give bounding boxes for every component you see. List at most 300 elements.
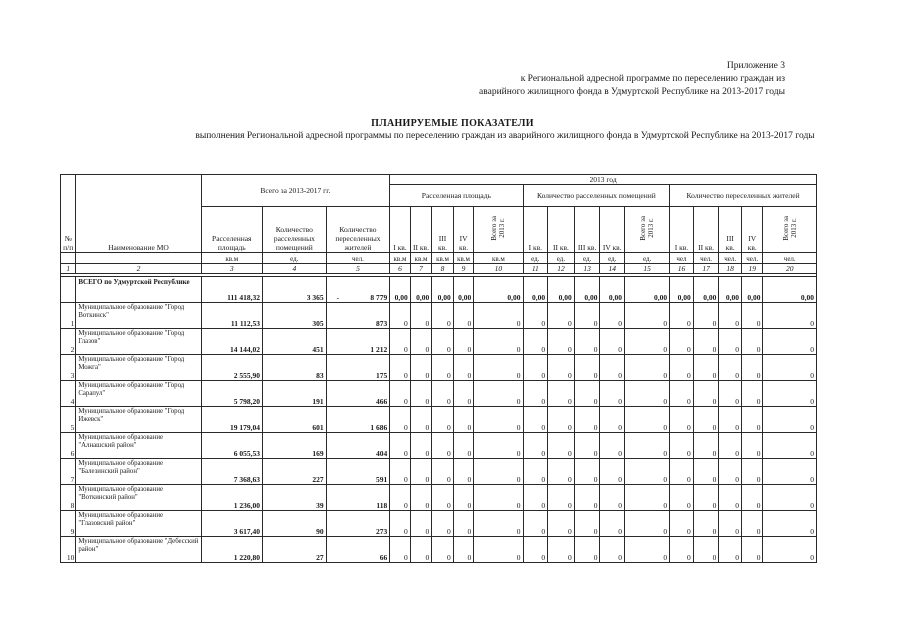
row-zero: 0 — [600, 381, 625, 407]
header-area-q1: I кв. — [390, 207, 411, 253]
row-zero: 0 — [474, 381, 523, 407]
row-name: Муниципальное образование "Алнашский район" — [76, 433, 201, 459]
total-people-value: 8 779 — [370, 293, 388, 302]
row-zero: 0 — [432, 355, 454, 381]
total-value: 0,00 — [523, 277, 548, 303]
row-zero: 0 — [548, 485, 575, 511]
header-area: Расселенная площадь — [201, 207, 263, 253]
row-zero: 0 — [625, 433, 670, 459]
column-index: 14 — [600, 264, 625, 274]
header-people: Количество переселенных жителей — [326, 207, 390, 253]
row-zero: 0 — [410, 329, 432, 355]
row-rooms: 305 — [263, 303, 327, 329]
header-num: № п/п — [61, 175, 76, 253]
column-index: 1 — [61, 264, 76, 274]
row-zero: 0 — [670, 407, 694, 433]
total-value: 0,00 — [432, 277, 454, 303]
header-year: 2013 год — [390, 175, 817, 185]
row-zero: 0 — [390, 433, 411, 459]
row-zero: 0 — [670, 511, 694, 537]
row-zero: 0 — [548, 329, 575, 355]
document-title: ПЛАНИРУЕМЫЕ ПОКАЗАТЕЛИ — [371, 118, 534, 129]
row-zero: 0 — [453, 381, 474, 407]
row-zero: 0 — [390, 459, 411, 485]
column-index: 9 — [453, 264, 474, 274]
total-num — [61, 277, 76, 303]
row-zero: 0 — [432, 485, 454, 511]
row-zero: 0 — [600, 303, 625, 329]
header-rooms-group: Количество расселенных помещений — [523, 185, 670, 207]
row-zero: 0 — [670, 329, 694, 355]
unit-cell: кв.м — [410, 253, 432, 264]
row-area: 14 144,02 — [201, 329, 263, 355]
row-zero: 0 — [693, 485, 719, 511]
header-name: Наименование МО — [76, 175, 201, 253]
row-zero: 0 — [693, 355, 719, 381]
row-zero: 0 — [548, 407, 575, 433]
row-zero: 0 — [432, 381, 454, 407]
row-zero: 0 — [625, 303, 670, 329]
unit-cell: чел — [670, 253, 694, 264]
row-zero: 0 — [741, 537, 763, 563]
row-zero: 0 — [390, 485, 411, 511]
row-zero: 0 — [741, 433, 763, 459]
row-zero: 0 — [670, 459, 694, 485]
row-zero: 0 — [548, 381, 575, 407]
row-area: 6 055,53 — [201, 433, 263, 459]
row-zero: 0 — [548, 459, 575, 485]
table-row — [61, 355, 817, 381]
row-zero: 0 — [625, 511, 670, 537]
row-zero: 0 — [719, 355, 742, 381]
row-name: Муниципальное образование "Дебесский район" — [76, 537, 201, 563]
row-zero: 0 — [625, 381, 670, 407]
table-row — [61, 511, 817, 537]
row-num: 8 — [61, 485, 76, 511]
row-zero: 0 — [600, 355, 625, 381]
row-zero: 0 — [600, 511, 625, 537]
row-zero: 0 — [474, 511, 523, 537]
row-rooms: 39 — [263, 485, 327, 511]
row-zero: 0 — [523, 537, 548, 563]
column-index: 7 — [410, 264, 432, 274]
row-zero: 0 — [741, 329, 763, 355]
row-area: 1 236,00 — [201, 485, 263, 511]
row-zero: 0 — [741, 407, 763, 433]
row-area: 1 220,80 — [201, 537, 263, 563]
row-zero: 0 — [719, 329, 742, 355]
unit-cell: ед. — [523, 253, 548, 264]
row-zero: 0 — [763, 355, 817, 381]
row-zero: 0 — [600, 433, 625, 459]
row-zero: 0 — [670, 355, 694, 381]
appendix-line-2: к Региональной адресной программе по переселению граждан из — [520, 74, 785, 84]
row-zero: 0 — [670, 485, 694, 511]
row-zero: 0 — [474, 407, 523, 433]
row-zero: 0 — [432, 459, 454, 485]
row-zero: 0 — [453, 407, 474, 433]
column-index: 11 — [523, 264, 548, 274]
row-zero: 0 — [410, 381, 432, 407]
row-zero: 0 — [574, 485, 600, 511]
unit-cell: кв.м — [432, 253, 454, 264]
row-zero: 0 — [410, 537, 432, 563]
total-value: 0,00 — [763, 277, 817, 303]
row-area: 3 617,40 — [201, 511, 263, 537]
header-people-q2: II кв. — [693, 207, 719, 253]
header-area-q4: IV кв. — [453, 207, 474, 253]
row-zero: 0 — [432, 407, 454, 433]
row-zero: 0 — [693, 537, 719, 563]
header-total-period: Всего за 2013-2017 гг. — [201, 175, 390, 207]
row-zero: 0 — [763, 537, 817, 563]
column-index: 4 — [263, 264, 327, 274]
row-zero: 0 — [410, 433, 432, 459]
row-zero: 0 — [432, 537, 454, 563]
row-zero: 0 — [548, 355, 575, 381]
row-name: Муниципальное образование "Город Ижевск" — [76, 407, 201, 433]
row-zero: 0 — [390, 355, 411, 381]
column-index: 13 — [574, 264, 600, 274]
row-zero: 0 — [523, 355, 548, 381]
row-zero: 0 — [600, 537, 625, 563]
unit-cell: ед. — [263, 253, 327, 264]
row-zero: 0 — [390, 407, 411, 433]
row-zero: 0 — [763, 485, 817, 511]
row-zero: 0 — [719, 433, 742, 459]
column-index: 20 — [763, 264, 817, 274]
column-index: 15 — [625, 264, 670, 274]
row-zero: 0 — [763, 433, 817, 459]
row-zero: 0 — [432, 303, 454, 329]
row-zero: 0 — [474, 433, 523, 459]
column-index: 3 — [201, 264, 263, 274]
row-num: 7 — [61, 459, 76, 485]
total-value: 0,00 — [670, 277, 694, 303]
total-value: 0,00 — [453, 277, 474, 303]
header-rooms-q2: II кв. — [548, 207, 575, 253]
header-rooms-year-total: Всего за 2013 г. — [625, 207, 670, 253]
row-num: 9 — [61, 511, 76, 537]
row-zero: 0 — [693, 381, 719, 407]
total-value: 0,00 — [390, 277, 411, 303]
indicators-table — [60, 174, 817, 563]
header-rooms-q4: IV кв. — [600, 207, 625, 253]
row-name: Муниципальное образование "Глазовский район" — [76, 511, 201, 537]
row-zero: 0 — [548, 433, 575, 459]
row-area: 7 368,63 — [201, 459, 263, 485]
row-zero: 0 — [625, 537, 670, 563]
row-num: 4 — [61, 381, 76, 407]
appendix-line-3: аварийного жилищного фонда в Удмуртской Республике на 2013-2017 годы — [479, 87, 785, 97]
row-name: Муниципальное образование "Воткинский район" — [76, 485, 201, 511]
column-index: 19 — [741, 264, 763, 274]
row-zero: 0 — [523, 407, 548, 433]
row-zero: 0 — [548, 537, 575, 563]
row-zero: 0 — [719, 511, 742, 537]
row-zero: 0 — [625, 329, 670, 355]
row-name: Муниципальное образование "Город Можга" — [76, 355, 201, 381]
row-zero: 0 — [600, 329, 625, 355]
row-zero: 0 — [719, 485, 742, 511]
row-num: 2 — [61, 329, 76, 355]
table-row — [61, 381, 817, 407]
row-zero: 0 — [410, 511, 432, 537]
row-people: 404 — [326, 433, 390, 459]
row-name: Муниципальное образование "Город Глазов" — [76, 329, 201, 355]
table-row — [61, 537, 817, 563]
row-zero: 0 — [453, 537, 474, 563]
unit-cell: ед. — [548, 253, 575, 264]
unit-blank-name — [76, 253, 201, 264]
row-zero: 0 — [670, 537, 694, 563]
row-zero: 0 — [574, 381, 600, 407]
table-row — [61, 329, 817, 355]
row-zero: 0 — [548, 511, 575, 537]
row-zero: 0 — [600, 485, 625, 511]
row-zero: 0 — [523, 303, 548, 329]
row-rooms: 83 — [263, 355, 327, 381]
header-rooms: Количество расселенных помещений — [263, 207, 327, 253]
row-zero: 0 — [453, 459, 474, 485]
table-row — [61, 303, 817, 329]
row-zero: 0 — [453, 511, 474, 537]
row-people: 273 — [326, 511, 390, 537]
row-zero: 0 — [390, 511, 411, 537]
appendix-note — [365, 60, 785, 99]
total-value: 0,00 — [693, 277, 719, 303]
row-zero: 0 — [390, 381, 411, 407]
row-rooms: 601 — [263, 407, 327, 433]
row-zero: 0 — [574, 329, 600, 355]
row-zero: 0 — [763, 459, 817, 485]
unit-cell: чел. — [763, 253, 817, 264]
row-area: 2 555,90 — [201, 355, 263, 381]
total-value: 0,00 — [574, 277, 600, 303]
row-zero: 0 — [523, 381, 548, 407]
total-rooms: 3 365 — [263, 277, 327, 303]
row-zero: 0 — [693, 329, 719, 355]
row-zero: 0 — [410, 459, 432, 485]
row-zero: 0 — [741, 511, 763, 537]
row-name: Муниципальное образование "Балезинский район" — [76, 459, 201, 485]
header-people-q4: IV кв. — [741, 207, 763, 253]
row-people: 466 — [326, 381, 390, 407]
total-value: 0,00 — [474, 277, 523, 303]
row-rooms: 227 — [263, 459, 327, 485]
column-index: 2 — [76, 264, 201, 274]
row-zero: 0 — [719, 407, 742, 433]
table-row — [61, 485, 817, 511]
row-people: 1 686 — [326, 407, 390, 433]
total-value: 0,00 — [741, 277, 763, 303]
row-zero: 0 — [390, 303, 411, 329]
total-value: 0,00 — [410, 277, 432, 303]
row-people: 66 — [326, 537, 390, 563]
document-subtitle: выполнения Региональной адресной программы по переселению граждан из аварийного жилищного фонда в Удмуртской Республике на 2013-2017 годы — [195, 131, 815, 141]
row-zero: 0 — [763, 329, 817, 355]
row-zero: 0 — [390, 537, 411, 563]
row-zero: 0 — [474, 355, 523, 381]
unit-cell: кв.м — [474, 253, 523, 264]
total-value: 0,00 — [719, 277, 742, 303]
row-zero: 0 — [410, 355, 432, 381]
header-rooms-q3: III кв. — [574, 207, 600, 253]
row-zero: 0 — [523, 329, 548, 355]
row-area: 19 179,04 — [201, 407, 263, 433]
row-zero: 0 — [763, 303, 817, 329]
row-zero: 0 — [474, 537, 523, 563]
row-zero: 0 — [741, 303, 763, 329]
row-zero: 0 — [719, 303, 742, 329]
row-rooms: 169 — [263, 433, 327, 459]
row-zero: 0 — [763, 407, 817, 433]
column-index: 8 — [432, 264, 454, 274]
unit-cell: чел. — [326, 253, 390, 264]
row-zero: 0 — [474, 459, 523, 485]
total-area: 111 418,32 — [201, 277, 263, 303]
row-zero: 0 — [625, 355, 670, 381]
row-num: 10 — [61, 537, 76, 563]
unit-blank-num — [61, 253, 76, 264]
row-zero: 0 — [574, 303, 600, 329]
row-zero: 0 — [574, 433, 600, 459]
row-zero: 0 — [741, 355, 763, 381]
row-rooms: 191 — [263, 381, 327, 407]
total-value: 0,00 — [625, 277, 670, 303]
header-people-year-total: Всего за 2013 г. — [763, 207, 817, 253]
header-area-year-total: Всего за 2013 г. — [474, 207, 523, 253]
row-zero: 0 — [693, 511, 719, 537]
row-name: Муниципальное образование "Город Воткинск" — [76, 303, 201, 329]
row-zero: 0 — [453, 485, 474, 511]
total-name: ВСЕГО по Удмуртской Республике — [76, 277, 201, 303]
unit-cell: чел. — [693, 253, 719, 264]
unit-cell: кв.м — [201, 253, 263, 264]
row-zero: 0 — [600, 459, 625, 485]
row-area: 11 112,53 — [201, 303, 263, 329]
row-zero: 0 — [453, 433, 474, 459]
column-index: 6 — [390, 264, 411, 274]
column-index: 5 — [326, 264, 390, 274]
row-zero: 0 — [453, 329, 474, 355]
row-people: 591 — [326, 459, 390, 485]
row-zero: 0 — [432, 329, 454, 355]
row-zero: 0 — [474, 303, 523, 329]
unit-cell: ед. — [600, 253, 625, 264]
header-rooms-q1: I кв. — [523, 207, 548, 253]
row-zero: 0 — [670, 433, 694, 459]
row-zero: 0 — [625, 459, 670, 485]
row-zero: 0 — [600, 407, 625, 433]
total-dash: - — [336, 293, 340, 302]
header-people-q1: I кв. — [670, 207, 694, 253]
row-zero: 0 — [693, 303, 719, 329]
row-num: 1 — [61, 303, 76, 329]
unit-cell: кв.м — [390, 253, 411, 264]
appendix-line-1: Приложение 3 — [726, 61, 785, 71]
table-row — [61, 459, 817, 485]
row-zero: 0 — [574, 459, 600, 485]
row-zero: 0 — [574, 355, 600, 381]
row-zero: 0 — [474, 485, 523, 511]
unit-cell: чел. — [719, 253, 742, 264]
row-zero: 0 — [432, 511, 454, 537]
row-zero: 0 — [548, 303, 575, 329]
row-zero: 0 — [693, 459, 719, 485]
row-zero: 0 — [523, 433, 548, 459]
column-index: 17 — [693, 264, 719, 274]
row-zero: 0 — [741, 485, 763, 511]
row-zero: 0 — [523, 511, 548, 537]
total-value: 0,00 — [600, 277, 625, 303]
header-area-group: Расселенная площадь — [390, 185, 523, 207]
total-row — [61, 277, 817, 303]
unit-cell: чел. — [741, 253, 763, 264]
header-people-group: Количество переселенных жителей — [670, 185, 817, 207]
column-index: 18 — [719, 264, 742, 274]
row-zero: 0 — [410, 485, 432, 511]
row-zero: 0 — [693, 433, 719, 459]
row-zero: 0 — [625, 485, 670, 511]
row-zero: 0 — [432, 433, 454, 459]
row-zero: 0 — [670, 381, 694, 407]
row-zero: 0 — [574, 537, 600, 563]
row-people: 118 — [326, 485, 390, 511]
row-zero: 0 — [670, 303, 694, 329]
row-zero: 0 — [763, 511, 817, 537]
row-zero: 0 — [410, 407, 432, 433]
row-zero: 0 — [719, 537, 742, 563]
table-row — [61, 433, 817, 459]
row-rooms: 90 — [263, 511, 327, 537]
unit-cell: кв.м — [453, 253, 474, 264]
row-people: 873 — [326, 303, 390, 329]
unit-cell: ед. — [574, 253, 600, 264]
row-zero: 0 — [453, 303, 474, 329]
row-zero: 0 — [523, 459, 548, 485]
row-zero: 0 — [719, 381, 742, 407]
row-people: 175 — [326, 355, 390, 381]
row-zero: 0 — [390, 329, 411, 355]
column-index: 12 — [548, 264, 575, 274]
header-area-q2: II кв. — [410, 207, 432, 253]
row-zero: 0 — [719, 459, 742, 485]
row-zero: 0 — [453, 355, 474, 381]
row-zero: 0 — [523, 485, 548, 511]
column-index: 10 — [474, 264, 523, 274]
row-zero: 0 — [741, 459, 763, 485]
table-row — [61, 407, 817, 433]
row-zero: 0 — [574, 511, 600, 537]
row-people: 1 212 — [326, 329, 390, 355]
row-rooms: 27 — [263, 537, 327, 563]
unit-cell: ед. — [625, 253, 670, 264]
header-area-q3: III кв. — [432, 207, 454, 253]
row-num: 3 — [61, 355, 76, 381]
row-name: Муниципальное образование "Город Сарапул" — [76, 381, 201, 407]
row-num: 6 — [61, 433, 76, 459]
row-area: 5 798,20 — [201, 381, 263, 407]
row-zero: 0 — [625, 407, 670, 433]
header-people-q3: III кв. — [719, 207, 742, 253]
row-zero: 0 — [410, 303, 432, 329]
row-zero: 0 — [741, 381, 763, 407]
row-zero: 0 — [574, 407, 600, 433]
row-zero: 0 — [693, 407, 719, 433]
total-value: 0,00 — [548, 277, 575, 303]
column-index: 16 — [670, 264, 694, 274]
